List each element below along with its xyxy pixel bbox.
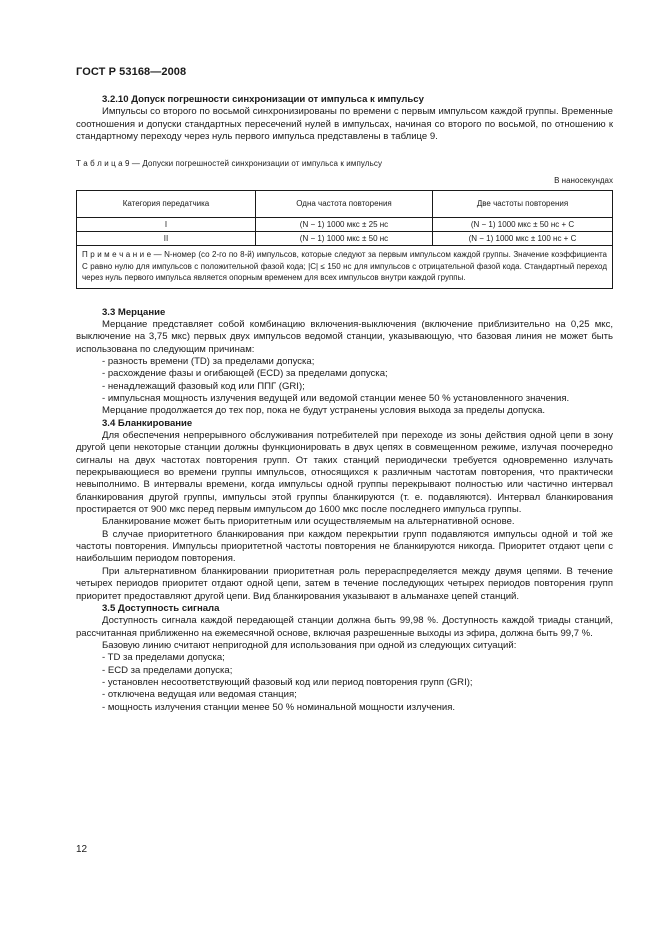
list-item: - мощность излучения станции менее 50 % номинальной мощности излучения. xyxy=(102,701,456,713)
note-text: — N-номер (со 2-го по 8-й) импульсов, которые следуют за первым импульсом каждой группы. Значение коэффициента C равно нулю для импульсов с положительной фазой кода; |C| ≤ 150 нс для импульсов с отрицательной фазой кода. Стандартный переход через нуль первого импульса является опорным временем для всех импульсов внутри каждой группы. xyxy=(82,250,608,283)
list-item: - установлен несоответствующий фазовый код или период повторения групп (GRI); xyxy=(102,676,473,688)
cell-category: I xyxy=(77,218,256,232)
section-3-4-paragraph: Бланкирование может быть приоритетным или осуществляемым на альтернативной основе. xyxy=(102,516,515,528)
cell-dual-rate: (N − 1) 1000 мкс ± 50 нс + C xyxy=(433,218,613,232)
table-9-caption xyxy=(76,158,613,169)
section-3-4-paragraph: При альтернативном бланкировании приоритетная роль перераспределяется между двумя цепями. В течение четырех периодов приоритет отдают одной цепи, затем в течение последующих четырех периодов повторения групп приоритет предоставляют другой цепи. Вид бланкирования указывают в альманахе цепей станций. xyxy=(76,565,613,602)
section-3-4-paragraph: В случае приоритетного бланкирования при каждом перекрытии групп подавляются импульсы одной и той же частоты повторения. Импульсы приоритетной частоты повторения не бланкируются никогда. Приоритет отдают цепи с наибольшим периодом повторения. xyxy=(76,528,613,565)
cell-category: II xyxy=(77,232,256,246)
section-3-3-paragraph: Мерцание продолжается до тех пор, пока не будут устранены условия выхода за пределы допуска. xyxy=(102,405,546,417)
section-3-5-paragraph: Базовую линию считают непригодной для использования при одной из следующих ситуаций: xyxy=(102,639,517,651)
page-content xyxy=(76,94,613,714)
section-3-5-title: 3.5 Доступность сигнала xyxy=(102,602,220,614)
page-number: 12 xyxy=(76,844,88,855)
note-label: П р и м е ч а н и е xyxy=(82,250,152,260)
list-item: - расхождение фазы и огибающей (ECD) за пределами допуска; xyxy=(102,368,388,380)
section-3-4-title: 3.4 Бланкирование xyxy=(102,417,193,429)
section-3-4-paragraph: Для обеспечения непрерывного обслуживания потребителей при переходе из зоны действия одной цепи в зону другой цепи некоторые станции должны функционировать в двух цепях в совмещенном режиме, излучая поочередно сигналы на двух частотах повторения групп. От таких станций периодически требуется одновременно излучать перекрывающиеся во времени группы импульсов, относящихся к различным частотам повторения, что практически невыполнимо. В интервалы времени, когда импульсы одной группы перекрывают полностью или частично интервал бланкирования другой группы, импульсы этой группы бланкируются (т. е. подавляются). Интервал бланкирования простирается от 900 мкс перед первым импульсом до 1600 мкс после последнего импульса группы. xyxy=(76,430,613,516)
section-3-3-paragraph: Мерцание представляет собой комбинацию включения-выключения (включение приблизительно на 0,25 мкс, выключение на 3,75 мкс) первых двух импульсов ведомой станции, указывающую, что базовая линия не может быть использована по следующим причинам: xyxy=(76,318,613,355)
table-row xyxy=(77,232,613,246)
table-9-caption-label: Т а б л и ц а xyxy=(76,159,123,169)
list-item: - ECD за пределами допуска; xyxy=(102,664,233,676)
table-9-units: В наносекундах xyxy=(554,176,613,186)
table-9 xyxy=(76,190,613,288)
cell-dual-rate: (N − 1) 1000 мкс ± 100 нс + C xyxy=(433,232,613,246)
list-item: - импульсная мощность излучения ведущей или ведомой станции менее 50 % установленного значения. xyxy=(102,393,570,404)
list-item: - TD за пределами допуска; xyxy=(102,652,225,664)
list-item: - ненадлежащий фазовый код или ППГ (GRI); xyxy=(102,380,305,392)
section-3-3-title: 3.3 Мерцание xyxy=(102,306,166,318)
header-dual-rate: Две частоты повторения xyxy=(433,191,613,218)
header-single-rate: Одна частота повторения xyxy=(256,191,433,218)
table-note-row xyxy=(77,246,613,288)
list-item: - разность времени (TD) за пределами допуска; xyxy=(102,355,315,367)
document-id: ГОСТ Р 53168—2008 xyxy=(76,66,187,78)
cell-single-rate: (N − 1) 1000 мкс ± 50 нс xyxy=(256,232,433,246)
cell-single-rate: (N − 1) 1000 мкс ± 25 нс xyxy=(256,218,433,232)
section-3-5-paragraph: Доступность сигнала каждой передающей станции должна быть 99,98 %. Доступность каждой триады станций, рассчитанная приближенно на ежемесячной основе, включая разрешенные выходы из эфира, должна быть 99,7 %. xyxy=(76,615,613,639)
section-3-2-10-title: 3.2.10 Допуск погрешности синхронизации от импульса к импульсу xyxy=(102,94,424,105)
table-9-caption-text: 9 — Допуски погрешностей синхронизации от импульса к импульсу xyxy=(122,159,383,169)
table-header-row xyxy=(77,191,613,218)
list-item: - отключена ведущая или ведомая станция; xyxy=(102,689,297,701)
table-row xyxy=(77,218,613,232)
section-3-2-10-text: Импульсы со второго по восьмой синхронизированы по времени с первым импульсом каждой группы. Временные соотношения и допуски стандартных пересечений нулей в импульсах, начиная со второго по восьмой, по отношению к стандартному переходу через нуль первого импульса представлены в таблице 9. xyxy=(76,106,613,143)
table-note xyxy=(77,246,613,288)
header-category: Категория передатчика xyxy=(77,191,256,218)
